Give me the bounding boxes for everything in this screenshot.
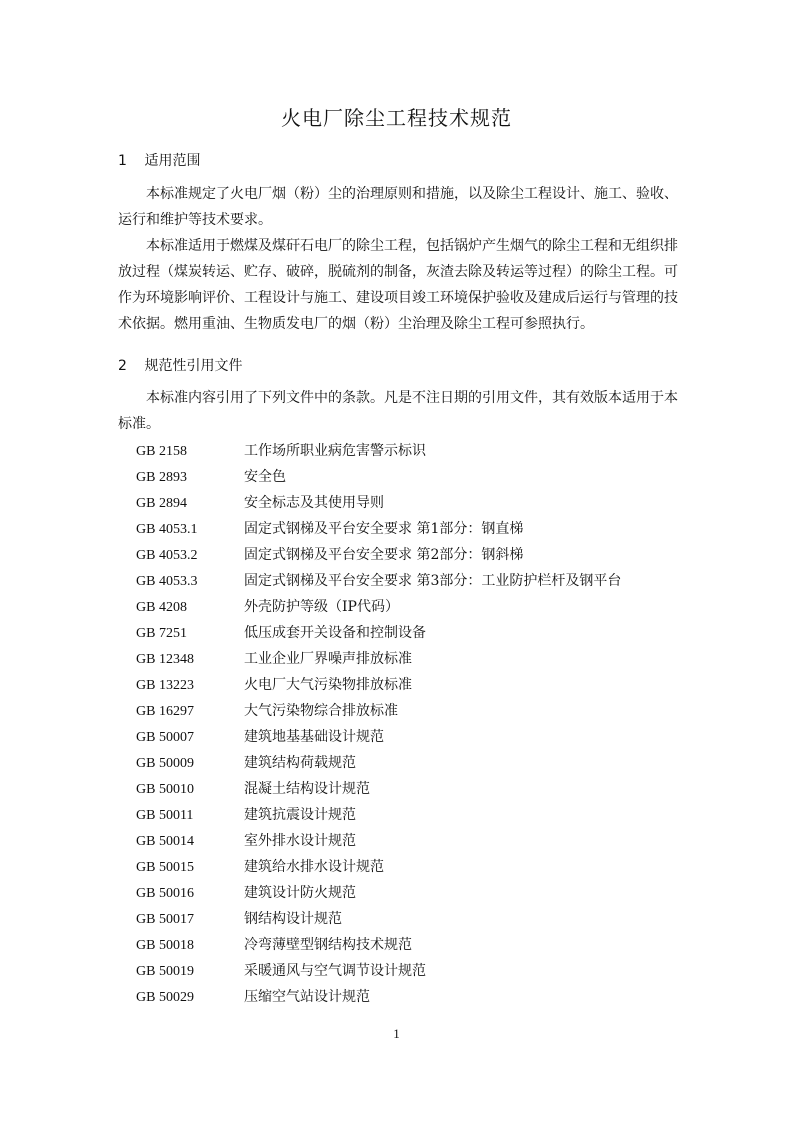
reference-item [136, 490, 621, 516]
reference-name: 混凝土结构设计规范 [244, 781, 370, 797]
reference-item [136, 880, 621, 906]
reference-item [136, 724, 621, 750]
reference-name: 钢结构设计规范 [244, 911, 342, 927]
reference-name: 采暖通风与空气调节设计规范 [244, 963, 426, 979]
reference-name: 低压成套开关设备和控制设备 [244, 625, 426, 641]
reference-item [136, 906, 621, 932]
reference-code: GB 50010 [136, 782, 194, 797]
reference-code: GB 50019 [136, 964, 194, 979]
section-2-heading [118, 355, 242, 375]
reference-name: 固定式钢梯及平台安全要求 第3部分：工业防护栏杆及钢平台 [244, 573, 622, 589]
reference-name: 建筑抗震设计规范 [244, 807, 356, 823]
reference-name: 固定式钢梯及平台安全要求 第2部分：钢斜梯 [244, 547, 524, 563]
reference-code: GB 13223 [136, 678, 194, 693]
reference-name: 安全标志及其使用导则 [244, 495, 384, 511]
section-1-heading [118, 150, 200, 170]
reference-code: GB 4208 [136, 600, 187, 615]
reference-name: 火电厂大气污染物排放标准 [244, 677, 412, 693]
reference-name: 建筑设计防火规范 [244, 885, 356, 901]
reference-code: GB 50014 [136, 834, 194, 849]
reference-code: GB 50009 [136, 756, 194, 771]
reference-item [136, 672, 621, 698]
reference-code: GB 2893 [136, 470, 187, 485]
reference-list [136, 438, 621, 1010]
reference-item [136, 438, 621, 464]
reference-code: GB 16297 [136, 704, 194, 719]
reference-item [136, 568, 621, 594]
reference-name: 室外排水设计规范 [244, 833, 356, 849]
section-1-paragraph-1: 本标准规定了火电厂烟（粉）尘的治理原则和措施，以及除尘工程设计、施工、验收、运行和维护等技术要求。 [118, 186, 678, 228]
reference-code: GB 50018 [136, 938, 194, 953]
reference-code: GB 2894 [136, 496, 187, 511]
reference-name: 建筑结构荷载规范 [244, 755, 356, 771]
reference-name: 建筑地基基础设计规范 [244, 729, 384, 745]
reference-item [136, 646, 621, 672]
reference-code: GB 12348 [136, 652, 194, 667]
reference-item [136, 594, 621, 620]
section-1-title: 适用范围 [144, 153, 201, 169]
reference-code: GB 50015 [136, 860, 194, 875]
reference-item [136, 750, 621, 776]
document-title: 火电厂除尘工程技术规范 [281, 106, 512, 130]
reference-item [136, 464, 621, 490]
reference-code: GB 7251 [136, 626, 187, 641]
reference-name: 固定式钢梯及平台安全要求 第1部分：钢直梯 [244, 521, 524, 537]
reference-code: GB 50007 [136, 730, 194, 745]
section-2-title: 规范性引用文件 [144, 358, 243, 374]
section-2-number: 2 [118, 358, 127, 374]
reference-code: GB 50011 [136, 808, 194, 823]
reference-name: 工业企业厂界噪声排放标准 [244, 651, 412, 667]
reference-name: 工作场所职业病危害警示标识 [244, 443, 426, 459]
reference-code: GB 4053.3 [136, 574, 198, 589]
reference-code: GB 50017 [136, 912, 194, 927]
reference-name: 建筑给水排水设计规范 [244, 859, 384, 875]
reference-name: 外壳防护等级（IP代码） [244, 599, 399, 615]
reference-item [136, 932, 621, 958]
reference-item [136, 828, 621, 854]
reference-item [136, 854, 621, 880]
reference-item [136, 698, 621, 724]
reference-item [136, 958, 621, 984]
reference-code: GB 4053.1 [136, 522, 198, 537]
reference-name: 冷弯薄壁型钢结构技术规范 [244, 937, 412, 953]
reference-code: GB 50029 [136, 990, 194, 1005]
reference-item [136, 776, 621, 802]
reference-code: GB 2158 [136, 444, 187, 459]
section-1-paragraph-2: 本标准适用于燃煤及煤矸石电厂的除尘工程，包括锅炉产生烟气的除尘工程和无组织排放过程（煤炭转运、贮存、破碎，脱硫剂的制备，灰渣去除及转运等过程）的除尘工程。可作为环境影响评价、工程设计与施工、建设项目竣工环境保护验收及建成后运行与管理的技术依据。燃用重油、生物质发电厂的烟（粉）尘治理及除尘工程可参照执行。 [118, 238, 678, 332]
reference-name: 大气污染物综合排放标准 [244, 703, 398, 719]
reference-item [136, 620, 621, 646]
section-2-intro: 本标准内容引用了下列文件中的条款。凡是不注日期的引用文件，其有效版本适用于本标准。 [118, 390, 678, 432]
reference-item [136, 516, 621, 542]
page-number: 1 [393, 1026, 400, 1041]
reference-name: 安全色 [244, 469, 286, 485]
reference-code: GB 50016 [136, 886, 194, 901]
section-1-number: 1 [118, 153, 127, 169]
reference-item [136, 542, 621, 568]
reference-item [136, 984, 621, 1010]
reference-item [136, 802, 621, 828]
reference-code: GB 4053.2 [136, 548, 198, 563]
reference-name: 压缩空气站设计规范 [244, 989, 370, 1005]
